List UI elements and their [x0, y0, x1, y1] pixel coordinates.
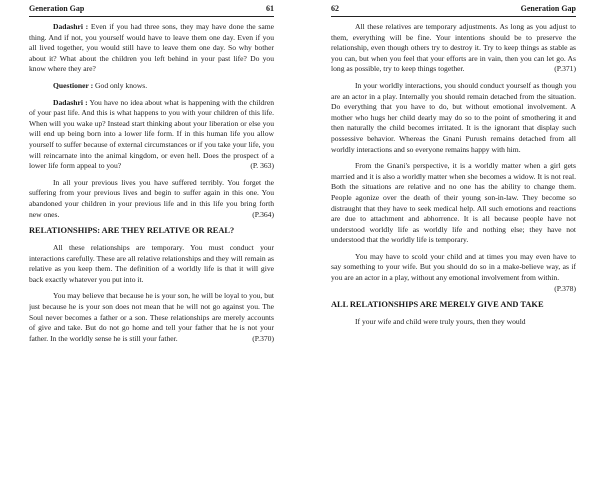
- paragraph-text: All these relatives are temporary adjustments. As long as you adjust to them, everything will be fine. Your intentions should be to preserve the relationship, even though others try to destroy it. Try to keep things as stable as you can, but when you feel that your efforts are in vain, then you can let go. As long as possible, try to keep things together.: [331, 22, 576, 74]
- paragraph-text: You may believe that because he is your son, he will be loyal to you, but just because he is your son does not mean that he will not go against you. The Soul never becomes a father or a son. These relationships are merely accounts of give and take. But do not go home and tell your father that he is not your father. In the worldly sense he is still your father.: [29, 291, 274, 343]
- paragraph: [29, 178, 274, 220]
- paragraph: [331, 252, 576, 294]
- page-reference: (P.370): [252, 333, 274, 343]
- paragraph: [331, 22, 576, 75]
- paragraph: [29, 81, 274, 92]
- paragraph-text: You may have to scold your child and at times you may even have to say something to your wife. But you should do so in a make-believe way, as if you are an actor in a play, without any emotional involvement from within.: [331, 251, 576, 283]
- paragraph-text: God only knows.: [93, 80, 148, 90]
- paragraph-text: In your worldly interactions, you should conduct yourself as though you are an actor in a play. Internally you should remain detached from the situation. Do everything that you have to do, but without emotional involvement. A mother who hugs her child dearly may do so to the point of smothering it and then naturally the child becomes irritated. It is the ignorant that display such possessive behavior. Whereas the Gnani Purush remains detached from all worldly interactions and so everyone remains happy with him.: [331, 80, 576, 154]
- left-page-number: 61: [266, 4, 274, 13]
- right-page-number: 62: [331, 4, 339, 13]
- page-reference: (P.371): [554, 64, 576, 74]
- paragraph-text: From the Gnani's perspective, it is a worldly matter when a girl gets married and it is also a worldly matter when she becomes a widow. It is not real. Both the situations are relative and no one has the ability to change them. People agonize over the death of their young son-in-law. They become so distraught that they have to seek medical help. All such emotions and reactions are due to attachment and abhorrence. It is all because people have not understood worldly life as worldly life and nothing else; they have not understood that the worldly life is temporary.: [331, 161, 576, 245]
- right-page-body: [331, 17, 576, 328]
- paragraph-text: You have no idea about what is happening with the children of your past life. And this is what happens to you with your children of this life. When will you wake up? Instead start thinking about your liberation or else you will end up being born into a lower life form. If in this human life you allow yourself to suffer because of external circumstances or if you take your life, you will reincarnate into the animal kingdom, or even hell. Does the prospect of a lower life form appeal to you?: [29, 97, 274, 171]
- paragraph: [331, 317, 576, 328]
- speaker-label: Dadashri :: [53, 97, 88, 107]
- paragraph-text: Even if you had three sons, they may have done the same thing. And if not, you yourself would have to leave them one day. Even if you all lived together, you would still have to leave them one day. So why bother about it? What about the children you left behind in your past life? Do you know where they are?: [29, 22, 274, 74]
- section-heading: ALL RELATIONSHIPS ARE MERELY GIVE AND TAKE: [331, 300, 544, 310]
- paragraph: [29, 98, 274, 172]
- paragraph: [29, 243, 274, 285]
- paragraph-text: All these relationships are temporary. You must conduct your interactions carefully. These are all relative relationships and they will remain as relative as you keep them. The definition of a worldly life is that it will give back exactly whatever you put into it.: [29, 243, 274, 284]
- paragraph-text: In all your previous lives you have suffered terribly. You forget the suffering from your previous lives and begin to suffer again in this one. You abandoned your children in your previous life and in this life you bring forth new ones.: [29, 177, 274, 219]
- paragraph: [29, 291, 274, 344]
- page-reference: (P.364): [252, 209, 274, 219]
- section-heading: RELATIONSHIPS: ARE THEY RELATIVE OR REAL?: [29, 226, 235, 236]
- left-header-title: Generation Gap: [29, 4, 85, 13]
- page-reference: (P. 363): [250, 161, 274, 171]
- paragraph: [331, 161, 576, 246]
- speaker-label: Questioner :: [53, 80, 94, 90]
- left-page-header: [29, 0, 274, 17]
- page-reference: (P.378): [554, 283, 576, 293]
- right-header-title: Generation Gap: [520, 4, 576, 13]
- paragraph: [29, 22, 274, 75]
- paragraph-text: If your wife and child were truly yours, then they would: [355, 317, 526, 327]
- right-page-header: [331, 0, 576, 17]
- right-page: [331, 0, 576, 488]
- paragraph: [331, 81, 576, 155]
- speaker-label: Dadashri :: [53, 22, 89, 31]
- left-page-body: [29, 17, 274, 344]
- left-page: [29, 0, 274, 488]
